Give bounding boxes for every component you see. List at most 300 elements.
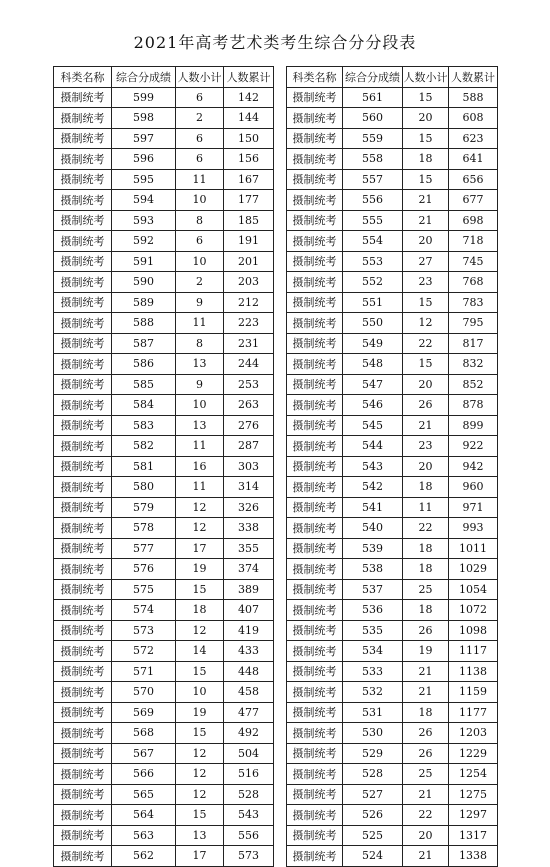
score-cell: 526 (343, 805, 403, 826)
table-row (54, 600, 274, 621)
count-cell: 27 (403, 251, 449, 272)
cumulative-cell: 516 (224, 764, 274, 785)
table-row (54, 169, 274, 190)
score-table-left (53, 66, 274, 867)
subject-cell: 摄制统考 (287, 251, 343, 272)
score-cell: 546 (343, 395, 403, 416)
cumulative-cell: 832 (449, 354, 498, 375)
subject-cell: 摄制统考 (287, 743, 343, 764)
count-cell: 18 (403, 149, 449, 170)
count-cell: 26 (403, 395, 449, 416)
subject-cell: 摄制统考 (287, 682, 343, 703)
score-cell: 595 (112, 169, 176, 190)
subject-cell: 摄制统考 (54, 456, 112, 477)
score-cell: 529 (343, 743, 403, 764)
subject-cell: 摄制统考 (287, 518, 343, 539)
count-cell: 15 (403, 169, 449, 190)
score-cell: 549 (343, 333, 403, 354)
subject-cell: 摄制统考 (54, 108, 112, 129)
subject-cell: 摄制统考 (54, 600, 112, 621)
table-row (287, 374, 498, 395)
score-cell: 524 (343, 846, 403, 867)
subject-cell: 摄制统考 (54, 436, 112, 457)
cumulative-cell: 407 (224, 600, 274, 621)
score-cell: 576 (112, 559, 176, 580)
cumulative-cell: 1203 (449, 723, 498, 744)
score-cell: 555 (343, 210, 403, 231)
subject-cell: 摄制统考 (54, 825, 112, 846)
subject-cell: 摄制统考 (287, 210, 343, 231)
subject-cell: 摄制统考 (54, 374, 112, 395)
cumulative-cell: 231 (224, 333, 274, 354)
score-cell: 568 (112, 723, 176, 744)
table-row (54, 354, 274, 375)
count-cell: 17 (176, 538, 224, 559)
subject-cell: 摄制统考 (54, 272, 112, 293)
table-row (54, 518, 274, 539)
subject-cell: 摄制统考 (54, 743, 112, 764)
cumulative-cell: 142 (224, 87, 274, 108)
table-row (54, 210, 274, 231)
table-row (287, 210, 498, 231)
score-cell: 579 (112, 497, 176, 518)
count-cell: 15 (403, 354, 449, 375)
count-cell: 12 (176, 784, 224, 805)
subject-cell: 摄制统考 (287, 374, 343, 395)
score-cell: 544 (343, 436, 403, 457)
score-cell: 596 (112, 149, 176, 170)
table-row (287, 784, 498, 805)
subject-cell: 摄制统考 (287, 415, 343, 436)
count-cell: 21 (403, 210, 449, 231)
score-cell: 551 (343, 292, 403, 313)
table-row (287, 477, 498, 498)
count-cell: 15 (176, 723, 224, 744)
score-cell: 581 (112, 456, 176, 477)
score-cell: 553 (343, 251, 403, 272)
count-cell: 21 (403, 190, 449, 211)
cumulative-cell: 899 (449, 415, 498, 436)
subject-cell: 摄制统考 (54, 702, 112, 723)
score-cell: 592 (112, 231, 176, 252)
count-cell: 22 (403, 333, 449, 354)
table-row (54, 784, 274, 805)
count-cell: 15 (403, 87, 449, 108)
count-cell: 10 (176, 395, 224, 416)
subject-cell: 摄制统考 (287, 272, 343, 293)
table-row (287, 87, 498, 108)
subject-cell: 摄制统考 (287, 231, 343, 252)
score-cell: 585 (112, 374, 176, 395)
cumulative-cell: 745 (449, 251, 498, 272)
count-cell: 11 (176, 313, 224, 334)
count-cell: 15 (403, 128, 449, 149)
score-cell: 530 (343, 723, 403, 744)
table-row (54, 723, 274, 744)
cumulative-cell: 698 (449, 210, 498, 231)
table-row (54, 128, 274, 149)
table-row (54, 415, 274, 436)
table-row (287, 846, 498, 867)
cumulative-cell: 244 (224, 354, 274, 375)
cumulative-cell: 177 (224, 190, 274, 211)
subject-cell: 摄制统考 (287, 395, 343, 416)
score-cell: 561 (343, 87, 403, 108)
subject-cell: 摄制统考 (287, 702, 343, 723)
score-cell: 571 (112, 661, 176, 682)
count-cell: 21 (403, 784, 449, 805)
score-cell: 562 (112, 846, 176, 867)
subject-cell: 摄制统考 (54, 210, 112, 231)
count-cell: 21 (403, 661, 449, 682)
subject-cell: 摄制统考 (287, 128, 343, 149)
score-cell: 545 (343, 415, 403, 436)
subject-cell: 摄制统考 (287, 846, 343, 867)
score-cell: 550 (343, 313, 403, 334)
subject-cell: 摄制统考 (54, 641, 112, 662)
count-cell: 18 (403, 538, 449, 559)
cumulative-cell: 852 (449, 374, 498, 395)
score-cell: 552 (343, 272, 403, 293)
subject-cell: 摄制统考 (287, 497, 343, 518)
cumulative-cell: 458 (224, 682, 274, 703)
cumulative-cell: 276 (224, 415, 274, 436)
cumulative-cell: 156 (224, 149, 274, 170)
table-row (287, 108, 498, 129)
table-row (54, 559, 274, 580)
subject-cell: 摄制统考 (287, 764, 343, 785)
count-cell: 26 (403, 743, 449, 764)
score-cell: 598 (112, 108, 176, 129)
cumulative-cell: 326 (224, 497, 274, 518)
header-subject: 科类名称 (54, 67, 112, 88)
count-cell: 10 (176, 190, 224, 211)
score-cell: 528 (343, 764, 403, 785)
cumulative-cell: 374 (224, 559, 274, 580)
cumulative-cell: 1297 (449, 805, 498, 826)
score-cell: 556 (343, 190, 403, 211)
cumulative-cell: 1159 (449, 682, 498, 703)
score-cell: 538 (343, 559, 403, 580)
score-cell: 533 (343, 661, 403, 682)
table-row (287, 743, 498, 764)
count-cell: 6 (176, 231, 224, 252)
subject-cell: 摄制统考 (54, 682, 112, 703)
table-row (287, 415, 498, 436)
count-cell: 13 (176, 415, 224, 436)
cumulative-cell: 718 (449, 231, 498, 252)
score-cell: 594 (112, 190, 176, 211)
cumulative-cell: 971 (449, 497, 498, 518)
score-cell: 580 (112, 477, 176, 498)
subject-cell: 摄制统考 (287, 661, 343, 682)
count-cell: 11 (403, 497, 449, 518)
count-cell: 15 (176, 579, 224, 600)
cumulative-cell: 167 (224, 169, 274, 190)
table-row (287, 497, 498, 518)
table-row (54, 292, 274, 313)
count-cell: 18 (176, 600, 224, 621)
cumulative-cell: 1054 (449, 579, 498, 600)
count-cell: 9 (176, 292, 224, 313)
header-cumulative: 人数累计 (449, 67, 498, 88)
count-cell: 13 (176, 354, 224, 375)
count-cell: 11 (176, 436, 224, 457)
score-cell: 566 (112, 764, 176, 785)
score-cell: 572 (112, 641, 176, 662)
table-row (54, 702, 274, 723)
count-cell: 19 (176, 559, 224, 580)
header-count: 人数小计 (176, 67, 224, 88)
table-row (54, 374, 274, 395)
cumulative-cell: 144 (224, 108, 274, 129)
count-cell: 23 (403, 436, 449, 457)
score-cell: 573 (112, 620, 176, 641)
cumulative-cell: 223 (224, 313, 274, 334)
cumulative-cell: 303 (224, 456, 274, 477)
cumulative-cell: 201 (224, 251, 274, 272)
subject-cell: 摄制统考 (54, 395, 112, 416)
table-row (54, 313, 274, 334)
cumulative-cell: 212 (224, 292, 274, 313)
cumulative-cell: 492 (224, 723, 274, 744)
cumulative-cell: 338 (224, 518, 274, 539)
count-cell: 12 (176, 518, 224, 539)
cumulative-cell: 1177 (449, 702, 498, 723)
subject-cell: 摄制统考 (287, 108, 343, 129)
subject-cell: 摄制统考 (54, 169, 112, 190)
subject-cell: 摄制统考 (287, 190, 343, 211)
table-row (54, 231, 274, 252)
table-row (287, 641, 498, 662)
subject-cell: 摄制统考 (287, 87, 343, 108)
subject-cell: 摄制统考 (287, 784, 343, 805)
table-row (287, 190, 498, 211)
subject-cell: 摄制统考 (54, 518, 112, 539)
subject-cell: 摄制统考 (287, 559, 343, 580)
score-cell: 541 (343, 497, 403, 518)
cumulative-cell: 185 (224, 210, 274, 231)
table-row (54, 436, 274, 457)
table-row (54, 805, 274, 826)
subject-cell: 摄制统考 (287, 354, 343, 375)
table-row (54, 456, 274, 477)
subject-cell: 摄制统考 (54, 477, 112, 498)
table-row (287, 825, 498, 846)
score-cell: 535 (343, 620, 403, 641)
cumulative-cell: 641 (449, 149, 498, 170)
score-cell: 560 (343, 108, 403, 129)
cumulative-cell: 419 (224, 620, 274, 641)
subject-cell: 摄制统考 (54, 846, 112, 867)
count-cell: 8 (176, 333, 224, 354)
cumulative-cell: 150 (224, 128, 274, 149)
cumulative-cell: 922 (449, 436, 498, 457)
cumulative-cell: 795 (449, 313, 498, 334)
subject-cell: 摄制统考 (54, 764, 112, 785)
score-cell: 559 (343, 128, 403, 149)
subject-cell: 摄制统考 (287, 600, 343, 621)
count-cell: 22 (403, 805, 449, 826)
cumulative-cell: 1072 (449, 600, 498, 621)
subject-cell: 摄制统考 (287, 620, 343, 641)
cumulative-cell: 783 (449, 292, 498, 313)
score-cell: 591 (112, 251, 176, 272)
count-cell: 13 (176, 825, 224, 846)
subject-cell: 摄制统考 (54, 190, 112, 211)
table-row (54, 641, 274, 662)
header-subject: 科类名称 (287, 67, 343, 88)
subject-cell: 摄制统考 (54, 292, 112, 313)
score-cell: 563 (112, 825, 176, 846)
cumulative-cell: 1117 (449, 641, 498, 662)
subject-cell: 摄制统考 (287, 149, 343, 170)
score-cell: 548 (343, 354, 403, 375)
cumulative-cell: 389 (224, 579, 274, 600)
count-cell: 6 (176, 149, 224, 170)
table-row (287, 251, 498, 272)
cumulative-cell: 1011 (449, 538, 498, 559)
cumulative-cell: 1317 (449, 825, 498, 846)
cumulative-cell: 608 (449, 108, 498, 129)
score-cell: 534 (343, 641, 403, 662)
subject-cell: 摄制统考 (287, 477, 343, 498)
subject-cell: 摄制统考 (54, 415, 112, 436)
score-cell: 590 (112, 272, 176, 293)
score-cell: 593 (112, 210, 176, 231)
count-cell: 16 (176, 456, 224, 477)
table-row (287, 764, 498, 785)
score-cell: 587 (112, 333, 176, 354)
subject-cell: 摄制统考 (54, 579, 112, 600)
count-cell: 6 (176, 128, 224, 149)
table-row (287, 313, 498, 334)
score-cell: 557 (343, 169, 403, 190)
subject-cell: 摄制统考 (287, 825, 343, 846)
count-cell: 2 (176, 108, 224, 129)
count-cell: 25 (403, 579, 449, 600)
score-cell: 586 (112, 354, 176, 375)
page-title: 2021年高考艺术类考生综合分分段表 (133, 33, 417, 52)
subject-cell: 摄制统考 (287, 292, 343, 313)
table-row (54, 825, 274, 846)
cumulative-cell: 1229 (449, 743, 498, 764)
table-row (54, 333, 274, 354)
table-row (287, 333, 498, 354)
score-cell: 536 (343, 600, 403, 621)
table-row (287, 661, 498, 682)
cumulative-cell: 573 (224, 846, 274, 867)
table-row (54, 579, 274, 600)
cumulative-cell: 528 (224, 784, 274, 805)
cumulative-cell: 314 (224, 477, 274, 498)
score-cell: 543 (343, 456, 403, 477)
count-cell: 18 (403, 559, 449, 580)
table-row (54, 846, 274, 867)
count-cell: 6 (176, 87, 224, 108)
score-cell: 537 (343, 579, 403, 600)
subject-cell: 摄制统考 (287, 538, 343, 559)
count-cell: 8 (176, 210, 224, 231)
cumulative-cell: 1275 (449, 784, 498, 805)
count-cell: 11 (176, 477, 224, 498)
cumulative-cell: 656 (449, 169, 498, 190)
score-cell: 527 (343, 784, 403, 805)
table-row (54, 190, 274, 211)
score-cell: 583 (112, 415, 176, 436)
count-cell: 12 (176, 620, 224, 641)
score-cell: 584 (112, 395, 176, 416)
cumulative-cell: 543 (224, 805, 274, 826)
table-row (287, 600, 498, 621)
table-row (54, 149, 274, 170)
table-row (287, 128, 498, 149)
table-row (54, 497, 274, 518)
count-cell: 10 (176, 251, 224, 272)
count-cell: 12 (176, 743, 224, 764)
score-cell: 570 (112, 682, 176, 703)
cumulative-cell: 817 (449, 333, 498, 354)
cumulative-cell: 677 (449, 190, 498, 211)
subject-cell: 摄制统考 (54, 333, 112, 354)
table-row (287, 702, 498, 723)
cumulative-cell: 355 (224, 538, 274, 559)
count-cell: 20 (403, 108, 449, 129)
score-cell: 525 (343, 825, 403, 846)
count-cell: 12 (176, 764, 224, 785)
count-cell: 22 (403, 518, 449, 539)
table-row (54, 477, 274, 498)
score-cell: 540 (343, 518, 403, 539)
cumulative-cell: 504 (224, 743, 274, 764)
cumulative-cell: 1029 (449, 559, 498, 580)
count-cell: 20 (403, 825, 449, 846)
count-cell: 18 (403, 702, 449, 723)
table-row (287, 456, 498, 477)
subject-cell: 摄制统考 (54, 784, 112, 805)
table-row (54, 87, 274, 108)
count-cell: 11 (176, 169, 224, 190)
score-cell: 567 (112, 743, 176, 764)
subject-cell: 摄制统考 (54, 559, 112, 580)
score-cell: 539 (343, 538, 403, 559)
subject-cell: 摄制统考 (287, 333, 343, 354)
count-cell: 12 (403, 313, 449, 334)
table-row (287, 354, 498, 375)
header-score: 综合分成绩 (112, 67, 176, 88)
table-row (287, 620, 498, 641)
count-cell: 12 (176, 497, 224, 518)
cumulative-cell: 1338 (449, 846, 498, 867)
cumulative-cell: 623 (449, 128, 498, 149)
score-cell: 547 (343, 374, 403, 395)
table-row (287, 805, 498, 826)
subject-cell: 摄制统考 (54, 251, 112, 272)
header-count: 人数小计 (403, 67, 449, 88)
table-row (287, 723, 498, 744)
count-cell: 9 (176, 374, 224, 395)
subject-cell: 摄制统考 (54, 497, 112, 518)
table-row (54, 764, 274, 785)
subject-cell: 摄制统考 (54, 231, 112, 252)
count-cell: 14 (176, 641, 224, 662)
subject-cell: 摄制统考 (54, 661, 112, 682)
count-cell: 20 (403, 231, 449, 252)
score-table-right (286, 66, 498, 867)
score-cell: 574 (112, 600, 176, 621)
table-row (287, 169, 498, 190)
score-cell: 589 (112, 292, 176, 313)
